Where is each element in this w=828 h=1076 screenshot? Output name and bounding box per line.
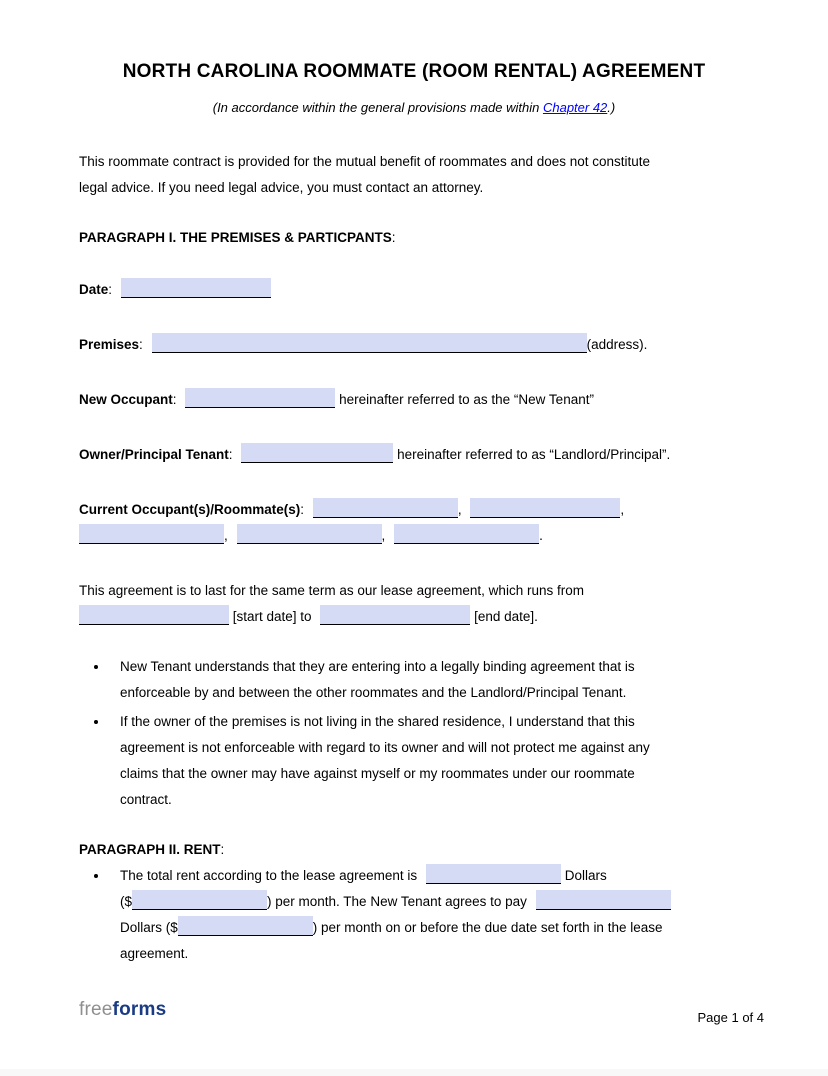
rent-line-1-after: Dollars	[564, 868, 607, 883]
total-rent-words-field[interactable]	[426, 864, 561, 884]
rent-line-1-text: The total rent according to the lease agreement is	[120, 868, 418, 883]
subtitle-prefix: (In accordance within the general provisions made within	[212, 100, 543, 115]
new-occupant-label: New Occupant	[79, 392, 173, 407]
page-title: NORTH CAROLINA ROOMMATE (ROOM RENTAL) AGREEMENT	[122, 61, 706, 82]
rent-line-3-pre: Dollars ($	[120, 920, 178, 935]
paragraph-1-bullets	[79, 654, 749, 813]
term-line-2	[79, 604, 749, 630]
owner-principal-field[interactable]	[241, 443, 393, 463]
paragraph-1-heading-text: PARAGRAPH I. THE PREMISES & PARTICPANTS	[79, 230, 392, 245]
bullet-line: • If the owner of the premises is not living in the shared residence, I understand that this	[120, 714, 635, 729]
intro-paragraph	[79, 149, 749, 201]
comma: ,	[457, 502, 462, 517]
roommates-line-1	[79, 497, 749, 523]
colon: :	[108, 282, 113, 297]
new-occupant-field[interactable]	[185, 388, 335, 408]
paragraph-2-heading	[79, 840, 749, 860]
subtitle	[79, 99, 749, 116]
start-date-field[interactable]	[79, 605, 229, 625]
term-mid-text: [start date] to	[232, 609, 312, 624]
total-rent-amount-field[interactable]	[132, 890, 267, 910]
bullet-item-rent	[109, 863, 749, 967]
paragraph-2-heading-text: PARAGRAPH II. RENT	[79, 842, 221, 857]
tenant-rent-words-field[interactable]	[536, 890, 671, 910]
new-occupant-row	[79, 387, 749, 413]
end-date-field[interactable]	[320, 605, 470, 625]
bullet-line: claims that the owner may have against myself or my roommates under our roommate	[120, 766, 635, 781]
owner-principal-label: Owner/Principal Tenant	[79, 447, 229, 462]
term-line-1: This agreement is to last for the same term as our lease agreement, which runs from	[79, 583, 584, 598]
rent-line-3	[120, 915, 749, 941]
comma: ,	[381, 528, 386, 543]
period: .	[539, 528, 543, 543]
rent-line-2-open: ($	[120, 894, 133, 909]
bullet-line: • New Tenant understands that they are entering into a legally binding agreement that is	[120, 659, 635, 674]
colon: :	[220, 842, 225, 857]
bullet-line: agreement is not enforceable with regard to its owner and will not protect me against any	[120, 740, 650, 755]
roommate-field-5[interactable]	[394, 524, 539, 544]
colon: :	[228, 447, 233, 462]
bullet-item-binding-agreement	[109, 654, 749, 706]
roommates-label: Current Occupant(s)/Roommate(s)	[79, 502, 301, 517]
premises-suffix: (address).	[586, 337, 648, 352]
premises-field[interactable]	[152, 333, 587, 353]
term-row	[79, 578, 749, 630]
bullet-line: enforceable by and between the other roommates and the Landlord/Principal Tenant.	[120, 685, 627, 700]
paragraph-1-heading	[79, 228, 749, 248]
intro-line: legal advice. If you need legal advice, you must contact an attorney.	[79, 180, 484, 195]
owner-principal-suffix: hereinafter referred to as “Landlord/Principal”.	[397, 447, 671, 462]
date-row	[79, 277, 749, 303]
rent-line-3-text: ) per month on or before the due date set forth in the lease	[312, 920, 663, 935]
chapter-42-link[interactable]: Chapter 42	[542, 100, 608, 115]
roommate-field-4[interactable]	[237, 524, 382, 544]
premises-label: Premises	[79, 337, 140, 352]
tenant-rent-amount-field[interactable]	[178, 916, 313, 936]
page-number: Page 1 of 4	[697, 1010, 764, 1025]
colon: :	[139, 337, 143, 352]
comma: ,	[620, 502, 625, 517]
owner-principal-row	[79, 442, 749, 468]
colon: :	[172, 392, 177, 407]
roommates-line-2	[79, 523, 749, 549]
page-bottom-edge	[0, 1069, 828, 1076]
roommate-field-3[interactable]	[79, 524, 224, 544]
rent-line-4: agreement.	[120, 946, 189, 961]
bullet-line: contract.	[120, 792, 172, 807]
new-occupant-suffix: hereinafter referred to as the “New Tenant”	[339, 392, 594, 407]
colon: :	[300, 502, 305, 517]
roommates-row	[79, 497, 749, 549]
roommate-field-1[interactable]	[313, 498, 458, 518]
logo-forms-text: forms	[112, 999, 167, 1020]
roommate-field-2[interactable]	[470, 498, 620, 518]
subtitle-suffix: .)	[607, 100, 616, 115]
comma: ,	[224, 528, 228, 543]
rent-line-2	[120, 889, 749, 915]
date-label: Date	[79, 282, 109, 297]
paragraph-2-bullets	[79, 863, 749, 967]
bullet-item-owner-not-living	[109, 709, 749, 813]
logo-free-text: free	[79, 999, 113, 1020]
rent-line-2-text: ) per month. The New Tenant agrees to pay	[267, 894, 527, 909]
premises-row	[79, 332, 749, 358]
date-field[interactable]	[121, 278, 271, 298]
intro-line: This roommate contract is provided for the mutual benefit of roommates and does not constitute	[79, 154, 651, 169]
colon: :	[391, 230, 396, 245]
term-end-text: [end date].	[474, 609, 538, 624]
freeforms-logo	[79, 998, 166, 1022]
rent-line-1	[120, 863, 749, 889]
